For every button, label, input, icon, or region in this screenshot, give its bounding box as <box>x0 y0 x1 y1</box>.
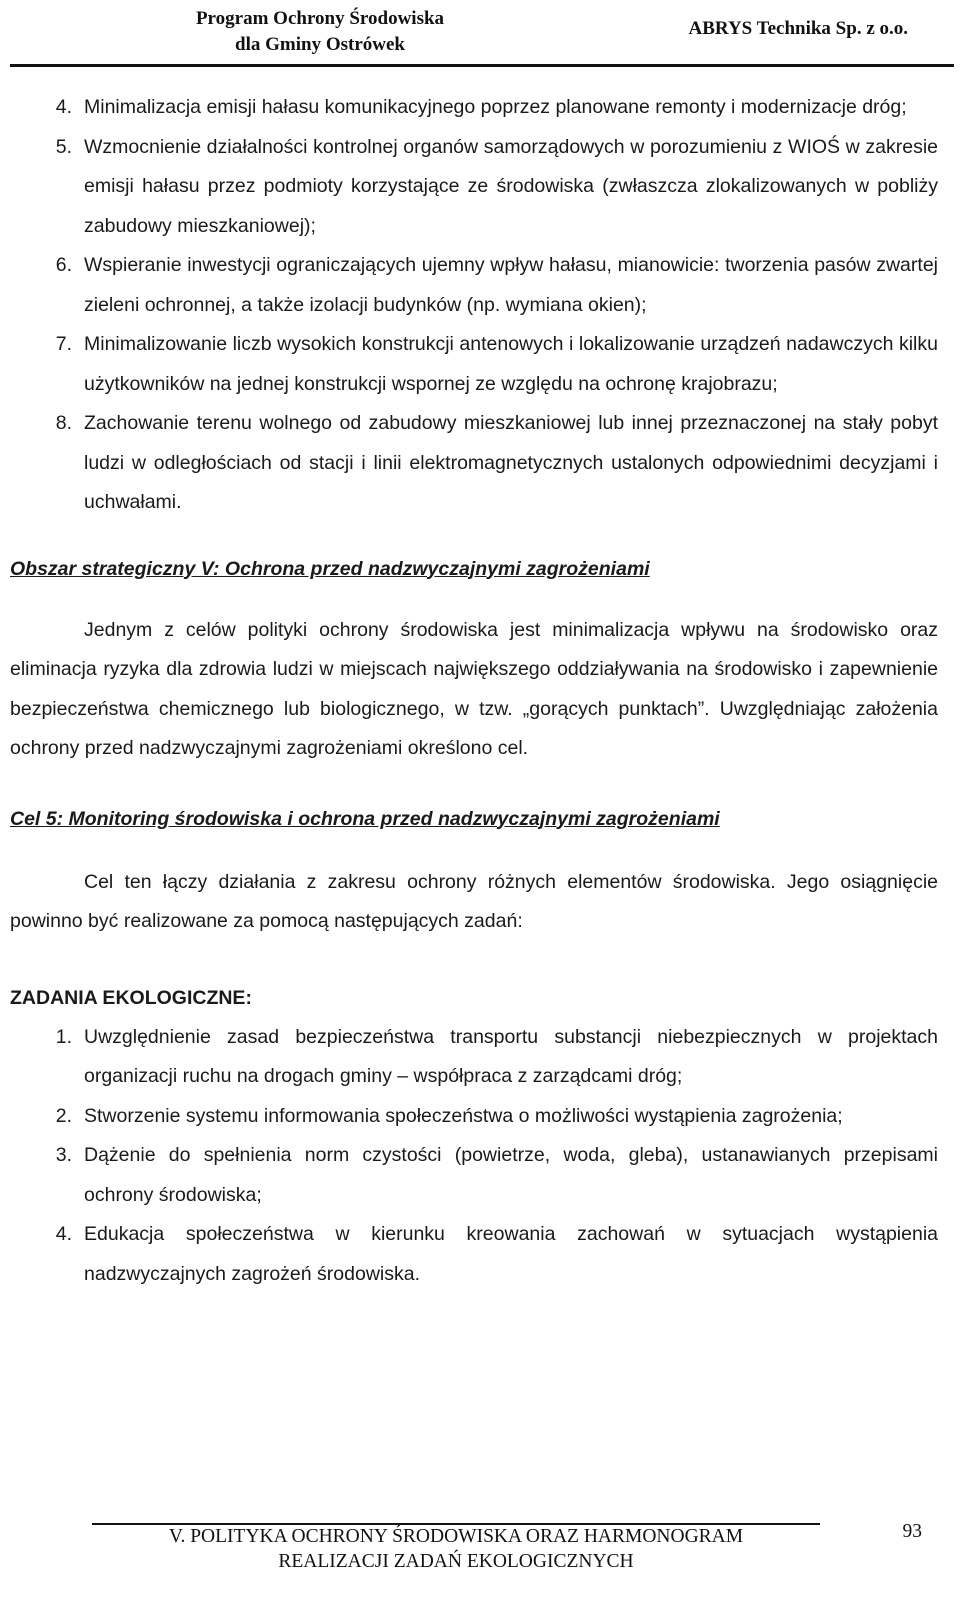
list-item-text: Dążenie do spełnienia norm czystości (powietrze, woda, gleba), ustanawianych przepisami ochrony środowiska; <box>84 1144 938 1206</box>
list-item <box>10 1136 938 1215</box>
section-heading: Obszar strategiczny V: Ochrona przed nadzwyczajnymi zagrożeniami <box>10 557 650 580</box>
footer-chapter-title <box>92 1524 820 1574</box>
header-program-title <box>180 6 460 58</box>
list-item-text: Stworzenie systemu informowania społeczeństwa o możliwości wystąpienia zagrożenia; <box>84 1104 843 1127</box>
page-header <box>0 0 960 62</box>
document-body <box>10 88 938 1294</box>
list-item-number: 1. <box>55 1025 72 1048</box>
footer-line1: V. POLITYKA OCHRONY ŚRODOWISKA ORAZ HARMONOGRAM <box>168 1526 744 1547</box>
list-item <box>10 404 938 523</box>
list-item-text: Zachowanie terenu wolnego od zabudowy mieszkaniowej lub innej przeznaczonej na stały pobyt ludzi w odległościach od stacji i linii elektromagnetycznych ustalonych odpowiednimi decyzjami i uchwałami. <box>84 412 938 513</box>
tasks-heading: ZADANIA EKOLOGICZNE: <box>10 986 252 1009</box>
header-title-line1: Program Ochrony Środowiska <box>195 8 445 29</box>
header-company: ABRYS Technika Sp. z o.o. <box>688 18 908 39</box>
list-item <box>10 1215 938 1294</box>
list-ecological-tasks <box>10 1018 938 1295</box>
list-item-number: 4. <box>55 1223 72 1245</box>
list-item-text: Wspieranie inwestycji ograniczających ujemny wpływ hałasu, mianowicie: tworzenia pasów zwartej zieleni ochronnej, a także izolacji budynków (np. wymiana okien); <box>84 254 938 316</box>
section-paragraph: Jednym z celów polityki ochrony środowiska jest minimalizacja wpływu na środowisko oraz eliminacja ryzyka dla zdrowia ludzi w miejscach największego oddziaływania na środowisko i zapewnienie bezpieczeństwa chemicznego lub biologicznego, w tzw. „gorących punktach”. Uwzględniając założenia ochrony przed nadzwyczajnymi zagrożeniami określono cel. <box>10 618 938 759</box>
list-item-number: 4. <box>55 96 72 118</box>
list-item <box>10 325 938 404</box>
list-item-text: Minimalizacja emisji hałasu komunikacyjnego poprzez planowane remonty i modernizacje dróg; <box>84 96 907 118</box>
list-item-number: 8. <box>55 412 72 434</box>
header-title-line2: dla Gminy Ostrówek <box>235 34 405 55</box>
list-item-text: Wzmocnienie działalności kontrolnej organów samorządowych w porozumieniu z WIOŚ w zakresie emisji hałasu przez podmioty korzystające ze środowiska (zwłaszcza zlokalizowanych w pobliży zabudowy mieszkaniowej); <box>84 135 938 237</box>
list-item-number: 2. <box>55 1104 72 1127</box>
list-item-number: 7. <box>55 333 72 355</box>
header-divider <box>10 64 954 67</box>
page-number: 93 <box>902 1521 922 1542</box>
list-item <box>10 88 938 128</box>
goal-paragraph: Cel ten łączy działania z zakresu ochrony różnych elementów środowiska. Jego osiągnięcie powinno być realizowane za pomocą następujących zadań: <box>10 870 938 932</box>
footer-line2: REALIZACJI ZADAŃ EKOLOGICZNYCH <box>278 1551 634 1572</box>
list-tasks-noise <box>10 88 938 523</box>
list-item <box>10 1018 938 1097</box>
list-item-number: 6. <box>55 254 72 276</box>
list-item-number: 3. <box>55 1144 72 1166</box>
list-item-text: Edukacja społeczeństwa w kierunku kreowania zachowań w sytuacjach wystąpienia nadzwyczajnych zagrożeń środowiska. <box>84 1223 938 1285</box>
list-item-text: Minimalizowanie liczb wysokich konstrukcji antenowych i lokalizowanie urządzeń nadawczych kilku użytkowników na jednej konstrukcji wspornej ze względu na ochronę krajobrazu; <box>84 333 938 395</box>
list-item <box>10 246 938 325</box>
list-item-number: 5. <box>55 135 72 158</box>
list-item <box>10 128 938 247</box>
list-item-text: Uwzględnienie zasad bezpieczeństwa transportu substancji niebezpiecznych w projektach organizacji ruchu na drogach gminy – współpraca z zarządcami dróg; <box>84 1025 938 1087</box>
goal-heading: Cel 5: Monitoring środowiska i ochrona przed nadzwyczajnymi zagrożeniami <box>10 807 720 830</box>
list-item <box>10 1097 938 1137</box>
